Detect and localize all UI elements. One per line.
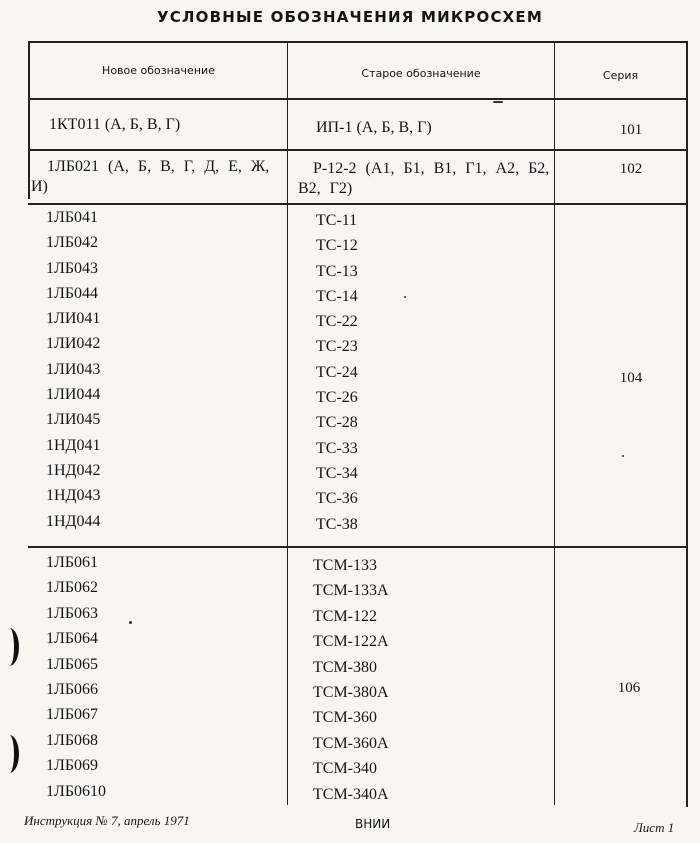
footer-institute: ВНИИ [355, 817, 391, 831]
table-top-border [28, 41, 688, 43]
group106-old-list [313, 553, 389, 807]
list-item: 1ЛБ0610 [46, 782, 107, 800]
list-item: 1НД044 [46, 512, 101, 530]
group104-bottom-rule [28, 546, 688, 548]
list-item: ТСМ-133 [313, 557, 377, 574]
binder-hole-mark [0, 628, 19, 666]
list-item: 1ЛБ064 [46, 630, 99, 648]
list-item: 1НД041 [46, 436, 101, 454]
list-item: 1ЛБ044 [46, 284, 99, 302]
group104-old-list [316, 208, 358, 537]
list-item: ТСМ-380 [313, 658, 377, 676]
row2-new: 1ЛБ021 (А, Б, В, Г, Д, Е, Ж, И) [31, 158, 270, 195]
list-item: 1ЛБ042 [46, 234, 99, 252]
row1-new: 1КТ011 (А, Б, В, Г) [49, 116, 181, 133]
list-item: ТС-34 [316, 464, 358, 482]
list-item: 1ЛИ043 [46, 360, 101, 378]
row2-old: Р-12-2 (А1, Б1, В1, Г1, А2, Б2, В2, Г2) [298, 160, 550, 197]
list-item: ТСМ-340 [313, 760, 377, 778]
list-item: 1ЛБ061 [46, 554, 99, 571]
list-item: 1ЛБ069 [46, 757, 99, 775]
list-item: ТСМ-380А [313, 683, 389, 701]
header-bottom-rule [28, 98, 688, 100]
list-item: ТС-28 [316, 414, 358, 432]
list-item: ТС-22 [316, 313, 358, 331]
row2-series: 102 [619, 161, 643, 177]
list-item: ТСМ-122А [313, 633, 389, 651]
list-item: ТСМ-360А [313, 734, 389, 752]
row1-old: ИП-1 (А, Б, В, Г) [316, 119, 432, 136]
list-item: 1ЛБ065 [46, 655, 99, 673]
column-divider-2 [554, 43, 555, 805]
list-item: 1ЛБ062 [46, 579, 99, 597]
row1-series: 101 [619, 122, 643, 138]
row2-bottom-rule [28, 203, 688, 205]
list-item: 1ЛИ042 [46, 335, 101, 353]
scan-speck [493, 101, 503, 103]
list-item: 1НД043 [46, 487, 101, 505]
header-new-designation: Новое обозначение [102, 64, 215, 77]
list-item: 1НД042 [46, 461, 101, 479]
footer-instruction: Инструкция № 7, апрель 1971 [24, 813, 190, 828]
list-item: 1ЛИ044 [46, 386, 101, 404]
list-item: ТС-11 [316, 212, 358, 229]
scan-speck [622, 455, 624, 457]
list-item: ТС-24 [316, 363, 358, 381]
list-item: ТС-38 [316, 515, 358, 533]
group104-new-list [46, 205, 100, 534]
list-item: ТС-12 [316, 237, 358, 255]
group106-new-list [46, 550, 106, 804]
list-item: 1ЛБ043 [46, 259, 99, 277]
group106-series: 106 [617, 680, 641, 696]
list-item: ТС-23 [316, 338, 358, 356]
list-item: ТС-33 [316, 439, 358, 457]
list-item: 1ЛИ045 [46, 411, 101, 429]
header-old-designation: Старое обозначение [361, 67, 481, 80]
scan-speck [404, 296, 406, 298]
list-item: 1ЛБ066 [46, 680, 99, 698]
list-item: 1ЛИ041 [46, 310, 101, 328]
list-item: ТС-13 [316, 262, 358, 280]
scan-speck [129, 621, 132, 624]
list-item: 1ЛБ041 [46, 209, 99, 226]
list-item: 1ЛБ067 [46, 706, 99, 724]
group104-series: 104 [619, 370, 643, 386]
footer-sheet: Лист 1 [634, 820, 675, 835]
list-item: ТСМ-360 [313, 709, 377, 727]
list-item: ТС-36 [316, 490, 358, 508]
list-item: ТС-14 [316, 287, 358, 305]
list-item: ТСМ-340А [313, 785, 389, 803]
binder-hole-mark [0, 735, 19, 773]
list-item: 1ЛБ068 [46, 731, 99, 749]
list-item: 1ЛБ063 [46, 604, 99, 622]
list-item: ТС-26 [316, 389, 358, 407]
header-series: Серия [602, 69, 639, 82]
list-item: ТСМ-133А [313, 582, 389, 600]
column-divider-1 [287, 43, 288, 805]
row1-bottom-rule [28, 149, 688, 151]
page-title: УСЛОВНЫЕ ОБОЗНАЧЕНИЯ МИКРОСХЕМ [156, 8, 544, 26]
list-item: ТСМ-122 [313, 607, 377, 625]
